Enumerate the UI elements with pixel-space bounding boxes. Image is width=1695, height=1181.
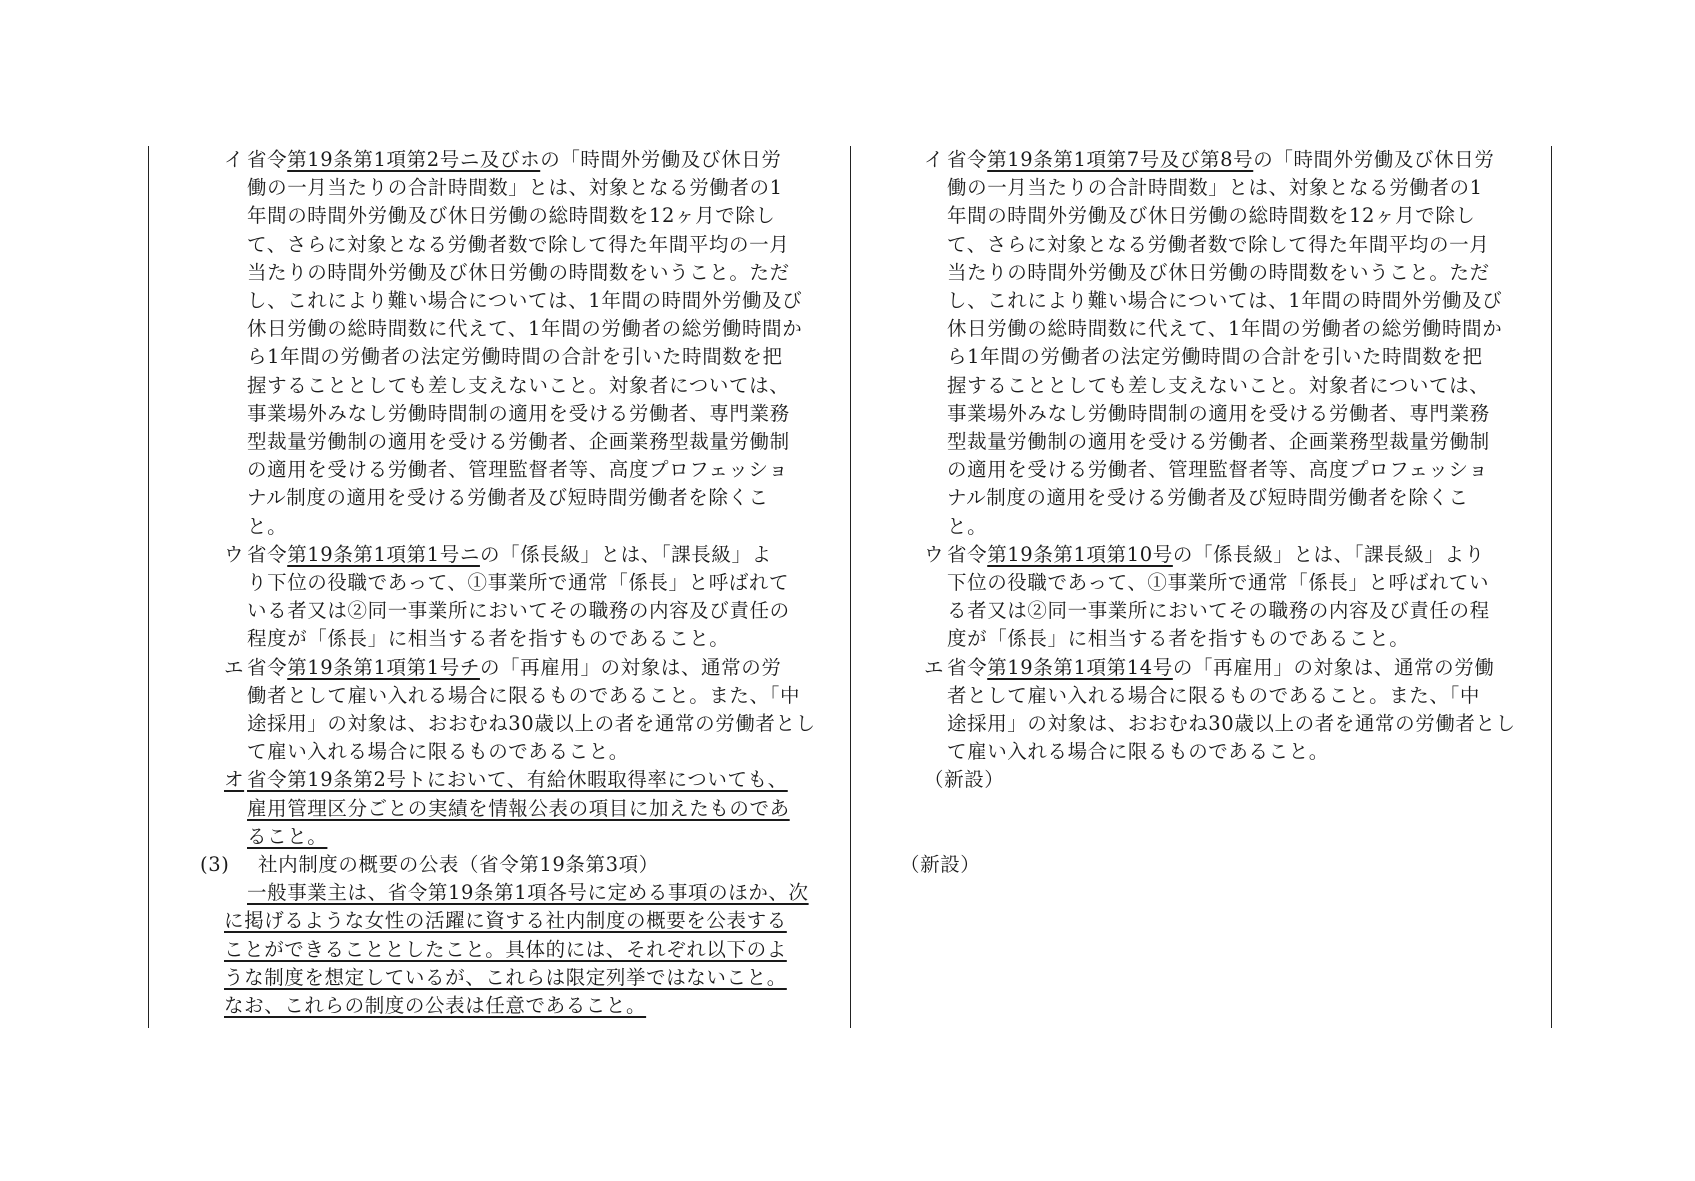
item-line: 働の一月当たりの合計時間数」とは、対象となる労働者の1 bbox=[947, 176, 1483, 200]
item-line: ら1年間の労働者の法定労働時間の合計を引いた時間数を把 bbox=[247, 345, 783, 369]
item-line: り下位の役職であって、①事業所で通常「係長」と呼ばれて bbox=[247, 571, 790, 595]
section-number: (3) bbox=[200, 853, 230, 877]
item-u-right bbox=[900, 541, 1545, 654]
ordinance-reference: 第19条第1項第2号ニ及びホ bbox=[287, 148, 541, 171]
item-marker: オ bbox=[224, 768, 245, 792]
item-line: 当たりの時間外労働及び休日労働の時間数をいうこと。ただ bbox=[247, 260, 790, 284]
item-line: ら1年間の労働者の法定労働時間の合計を引いた時間数を把 bbox=[947, 345, 1483, 369]
item-line: て雇い入れる場合に限るものであること。 bbox=[247, 740, 629, 764]
item-line: 省令第19条第1項第1号チの「再雇用」の対象は、通常の労 bbox=[247, 655, 782, 679]
item-line: 型裁量労働制の適用を受ける労働者、企画業務型裁量労働制 bbox=[947, 430, 1490, 454]
item-line: し、これにより難い場合については、1年間の時間外労働及び bbox=[247, 289, 803, 313]
item-marker: ウ bbox=[924, 542, 945, 566]
section-3-paragraph bbox=[200, 879, 840, 1020]
item-line: 省令第19条第1項第2号ニ及びホの「時間外労働及び休日労 bbox=[247, 148, 782, 171]
item-line: 当たりの時間外労働及び休日労働の時間数をいうこと。ただ bbox=[947, 260, 1490, 284]
item-line: 年間の時間外労働及び休日労働の総時間数を12ヶ月で除し bbox=[247, 204, 776, 228]
paragraph-line: ことができることとしたこと。具体的には、それぞれ以下のよ bbox=[224, 937, 787, 961]
item-line: ナル制度の適用を受ける労働者及び短時間労働者を除くこ bbox=[247, 486, 769, 510]
section-title: 社内制度の概要の公表（省令第19条第3項） bbox=[258, 853, 659, 877]
item-line: ること。 bbox=[247, 824, 328, 848]
right-column-current bbox=[900, 146, 1545, 879]
item-line: 程度が「係長」に相当する者を指すものであること。 bbox=[247, 627, 730, 651]
item-line: と。 bbox=[247, 514, 288, 538]
item-line: て、さらに対象となる労働者数で除して得た年間平均の一月 bbox=[247, 232, 790, 256]
ordinance-reference: 第19条第1項第1号ニ bbox=[287, 542, 480, 566]
right-border-line bbox=[1551, 146, 1552, 1028]
item-line: 型裁量労働制の適用を受ける労働者、企画業務型裁量労働制 bbox=[247, 430, 790, 454]
paragraph-line: うな制度を想定しているが、これらは限定列挙ではないこと。 bbox=[224, 965, 787, 989]
item-line: 省令第19条第2号トにおいて、有給休暇取得率についても、 bbox=[247, 768, 788, 792]
item-e-left bbox=[200, 654, 840, 767]
item-line: 年間の時間外労働及び休日労働の総時間数を12ヶ月で除し bbox=[947, 204, 1476, 228]
item-line: 事業場外みなし労働時間制の適用を受ける労働者、専門業務 bbox=[247, 401, 790, 425]
item-line: 度が「係長」に相当する者を指すものであること。 bbox=[947, 627, 1410, 651]
item-line: る者又は②同一事業所においてその職務の内容及び責任の程 bbox=[947, 599, 1490, 623]
item-o-left bbox=[200, 766, 840, 851]
ordinance-reference: 第19条第1項第1号チ bbox=[287, 655, 480, 679]
item-line: て雇い入れる場合に限るものであること。 bbox=[947, 740, 1329, 764]
item-line: 途採用」の対象は、おおむね30歳以上の者を通常の労働者とし bbox=[947, 712, 1516, 736]
ordinance-reference: 第19条第1項第14号 bbox=[987, 655, 1173, 679]
item-line: の適用を受ける労働者、管理監督者等、高度プロフェッショ bbox=[247, 458, 789, 482]
new-provision-note: （新設） bbox=[924, 768, 1005, 792]
item-i-left bbox=[200, 146, 840, 541]
ordinance-reference: 第19条第1項第7号及び第8号 bbox=[987, 148, 1254, 171]
item-e-right bbox=[900, 654, 1545, 767]
item-marker: ウ bbox=[224, 542, 245, 566]
item-u-left bbox=[200, 541, 840, 654]
item-line: と。 bbox=[947, 514, 988, 538]
center-divider-line bbox=[850, 146, 851, 1028]
left-column-revised bbox=[200, 146, 840, 1020]
item-line: 途採用」の対象は、おおむね30歳以上の者を通常の労働者とし bbox=[247, 712, 816, 736]
item-line: ナル制度の適用を受ける労働者及び短時間労働者を除くこ bbox=[947, 486, 1469, 510]
paragraph-line: に掲げるような女性の活躍に資する社内制度の概要を公表する bbox=[224, 909, 787, 933]
item-line: の適用を受ける労働者、管理監督者等、高度プロフェッショ bbox=[947, 458, 1489, 482]
item-line: 省令第19条第1項第10号の「係長級」とは、「課長級」より bbox=[947, 542, 1485, 566]
item-line: 握することとしても差し支えないこと。対象者については、 bbox=[947, 373, 1490, 397]
item-marker: イ bbox=[224, 148, 245, 171]
item-marker: エ bbox=[924, 655, 945, 679]
item-line: 省令第19条第1項第14号の「再雇用」の対象は、通常の労働 bbox=[947, 655, 1495, 679]
item-i-right bbox=[900, 146, 1545, 541]
left-border-line bbox=[148, 146, 149, 1028]
item-line: 休日労働の総時間数に代えて、1年間の労働者の総労働時間か bbox=[947, 317, 1503, 341]
item-line: 省令第19条第1項第1号ニの「係長級」とは、「課長級」よ bbox=[247, 542, 772, 566]
item-marker: イ bbox=[924, 148, 945, 171]
item-line: 者として雇い入れる場合に限るものであること。また、「中 bbox=[947, 683, 1480, 707]
ordinance-reference: 第19条第1項第10号 bbox=[987, 542, 1173, 566]
item-line: し、これにより難い場合については、1年間の時間外労働及び bbox=[947, 289, 1503, 313]
item-line: 働者として雇い入れる場合に限るものであること。また、「中 bbox=[247, 683, 801, 707]
item-line: 雇用管理区分ごとの実績を情報公表の項目に加えたものであ bbox=[247, 796, 790, 820]
item-line: 休日労働の総時間数に代えて、1年間の労働者の総労働時間か bbox=[247, 317, 803, 341]
item-line: 事業場外みなし労働時間制の適用を受ける労働者、専門業務 bbox=[947, 401, 1490, 425]
item-marker: エ bbox=[224, 655, 245, 679]
item-line: て、さらに対象となる労働者数で除して得た年間平均の一月 bbox=[947, 232, 1490, 256]
item-line: 働の一月当たりの合計時間数」とは、対象となる労働者の1 bbox=[247, 176, 783, 200]
paragraph-line: なお、これらの制度の公表は任意であること。 bbox=[224, 994, 647, 1018]
section-3-heading bbox=[200, 851, 840, 879]
spacer bbox=[900, 795, 1545, 851]
new-provision-note: （新設） bbox=[900, 853, 981, 877]
paragraph-line: 一般事業主は、省令第19条第1項各号に定める事項のほか、次 bbox=[247, 881, 809, 905]
item-line: いる者又は②同一事業所においてその職務の内容及び責任の bbox=[247, 599, 790, 623]
item-line: 握することとしても差し支えないこと。対象者については、 bbox=[247, 373, 790, 397]
item-line: 省令第19条第1項第7号及び第8号の「時間外労働及び休日労 bbox=[947, 148, 1495, 171]
item-line: 下位の役職であって、①事業所で通常「係長」と呼ばれてい bbox=[947, 571, 1490, 595]
